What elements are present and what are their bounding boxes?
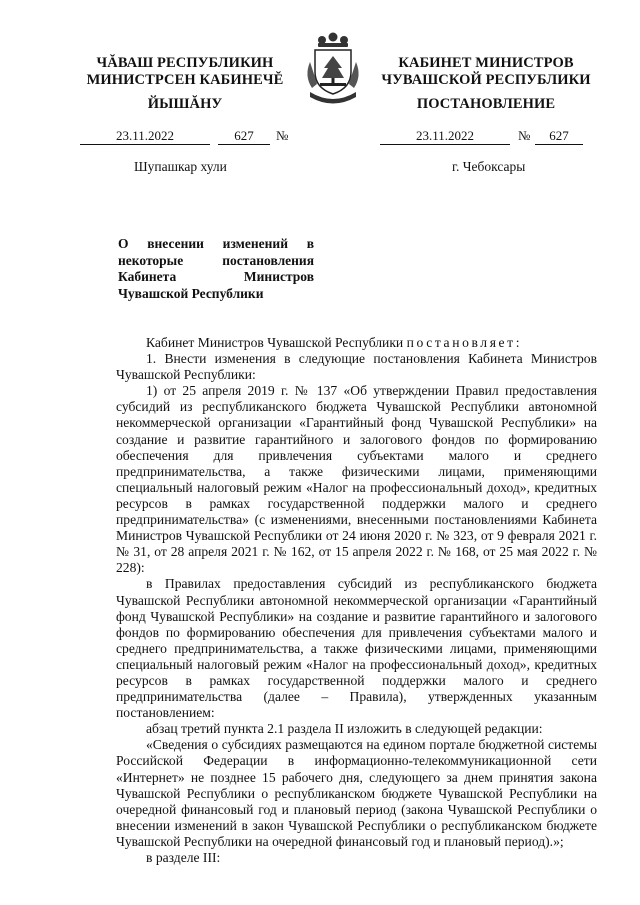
paragraph: 1) от 25 апреля 2019 г. № 137 «Об утверждении Правил предоставления субсидий из республиканского бюджета Чувашской Республики автономной некоммерческой организации «Гарантийный фонд Чувашской Республики» на создание и развитие гарантийного и залогового фондов по формированию обеспечения для привлечения субъектами малого и среднего предпринимательства, а также физическими лицами, применяющими специальный налоговый режим «Налог на профессиональный доход», кредитных ресурсов в рамках государственной поддержки малого и среднего предпринимательства» (с изменениями, внесенными постановлениями Кабинета Министров Чувашской Республики от 24 июня 2020 г. № 323, от 9 февраля 2021 г. № 31, от 28 апреля 2021 г. № 162, от 15 апреля 2022 г. № 168, от 25 мая 2022 г. № 228): [116, 383, 597, 576]
intro-resolves: постановляет: [406, 335, 523, 350]
paragraph: в разделе III: [146, 850, 221, 865]
issuer-chuvash-line2: МИНИСТРСЕН КАБИНЕЧĔ [86, 72, 284, 88]
document-title: О внесении изменений в некоторые постановления Кабинета Министров Чувашской Республики [118, 236, 314, 302]
issuer-russian-line2: ЧУВАШСКОЙ РЕСПУБЛИКИ [381, 72, 591, 88]
right-number: 627 [535, 128, 583, 145]
doc-type-russian: ПОСТАНОВЛЕНИЕ [416, 96, 556, 112]
right-number-sign: № [518, 128, 531, 143]
intro-paragraph [116, 335, 597, 351]
right-date: 23.11.2022 [380, 128, 510, 145]
left-number-sign: № [276, 128, 289, 143]
paragraph: «Сведения о субсидиях размещаются на едином портале бюджетной системы Российской Федерации в информационно-телекоммуникационной сети «Интернет» не позднее 15 рабочего дня, следующего за днем принятия закона Чувашской Республики о республиканском бюджете Чувашской Республики на очередной финансовый год и плановый период (закона Чувашской Республики о внесении изменений в закон Чувашской Республики о республиканском бюджете Чувашской Республики на очередной финансовый год и плановый период).»; [116, 737, 597, 849]
issuer-chuvash [70, 55, 300, 89]
paragraph: 1. Внести изменения в следующие постановления Кабинета Министров Чувашской Республики: [116, 351, 597, 383]
paragraph: абзац третий пункта 2.1 раздела II изложить в следующей редакции: [146, 721, 543, 737]
document-body [116, 335, 597, 866]
place-chuvash: Шупашкар хули [134, 159, 227, 174]
left-number: 627 [218, 128, 270, 145]
issuer-chuvash-line1: ЧĂВАШ РЕСПУБЛИКИН [96, 55, 274, 71]
place-russian: г. Чебоксары [452, 159, 526, 174]
intro-prefix: Кабинет Министров Чувашской Республики [146, 335, 407, 350]
chuvash-coat-of-arms-icon [300, 28, 366, 108]
issuer-russian-line1: КАБИНЕТ МИНИСТРОВ [398, 55, 574, 71]
paragraph: в Правилах предоставления субсидий из республиканского бюджета Чувашской Республики автономной некоммерческой организации «Гарантийный фонд Чувашской Республики» на создание и развитие гарантийного и залогового фондов по формированию обеспечения для привлечения субъектами малого и среднего предпринимательства, а также физическими лицами, применяющими специальный налоговый режим «Налог на профессиональный доход», кредитных ресурсов в рамках государственной поддержки малого и среднего предпринимательства (далее – Правила), утвержденных указанным постановлением: [116, 576, 597, 721]
doc-type-chuvash: ЙЫШĂНУ [147, 96, 223, 112]
left-date: 23.11.2022 [80, 128, 210, 145]
issuer-russian [368, 55, 604, 89]
